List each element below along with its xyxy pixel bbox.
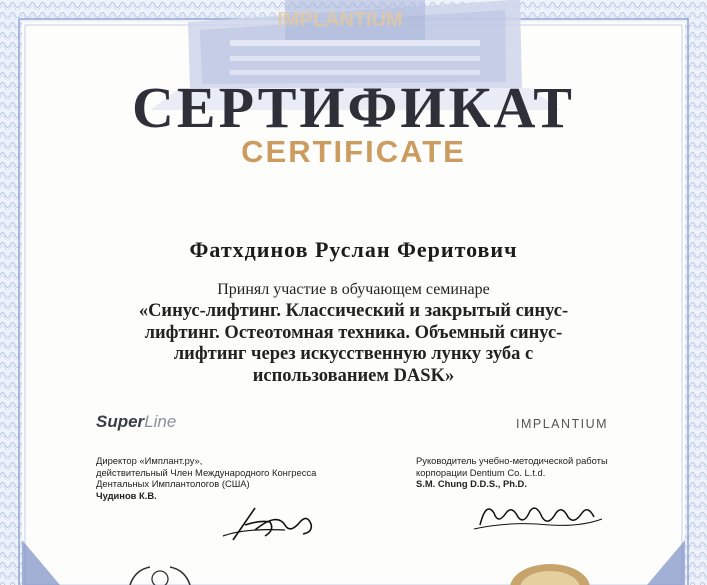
right-signatory-title: Руководитель учебно-методической работы <box>416 455 608 466</box>
participation-statement: Принял участие в обучающем семинаре <box>217 281 490 298</box>
left-signatory-name: Чудинов К.В. <box>96 489 157 501</box>
certificate-title-ru: СЕРТИФИКАТ <box>132 75 575 140</box>
implantium-logo: IMPLANTIUM <box>516 417 609 431</box>
superline-logo-light: Line <box>144 412 177 431</box>
seminar-line: лифтинг. Остеотомная техника. Объемный синус- <box>144 322 563 343</box>
right-signatory-title: корпорации Dentium Co. L.t.d. <box>416 466 546 478</box>
building-sign-text: IMPLANTIUM <box>277 9 403 31</box>
superline-logo <box>96 412 176 432</box>
left-signatory-title: действительный Член Международного Конгресса <box>96 466 317 478</box>
seminar-title <box>78 301 629 387</box>
seminar-line: лифтинг через искусственную лунку зуба с <box>173 344 534 364</box>
superline-logo-bold: Super <box>96 412 145 431</box>
laurel-emblem-icon <box>120 565 200 585</box>
certificate-title-en: CERTIFICATE <box>241 134 466 169</box>
right-signatory-name: S.M. Chung D.D.S., Ph.D. <box>416 478 527 490</box>
seminar-line: использованием DASK» <box>252 365 455 386</box>
recipient-name: Фатхдинов Руслан Феритович <box>189 237 518 262</box>
gold-seal-icon <box>505 560 595 585</box>
seminar-line: «Синус-лифтинг. Классический и закрытый синус- <box>138 301 569 321</box>
right-signatory <box>416 455 646 490</box>
left-signature <box>215 500 325 545</box>
left-signatory <box>96 455 386 501</box>
left-signatory-title: Дентальных Имплантологов (США) <box>96 478 250 490</box>
right-signature <box>470 495 610 535</box>
left-signatory-title: Директор «Имплант.ру», <box>96 455 203 466</box>
